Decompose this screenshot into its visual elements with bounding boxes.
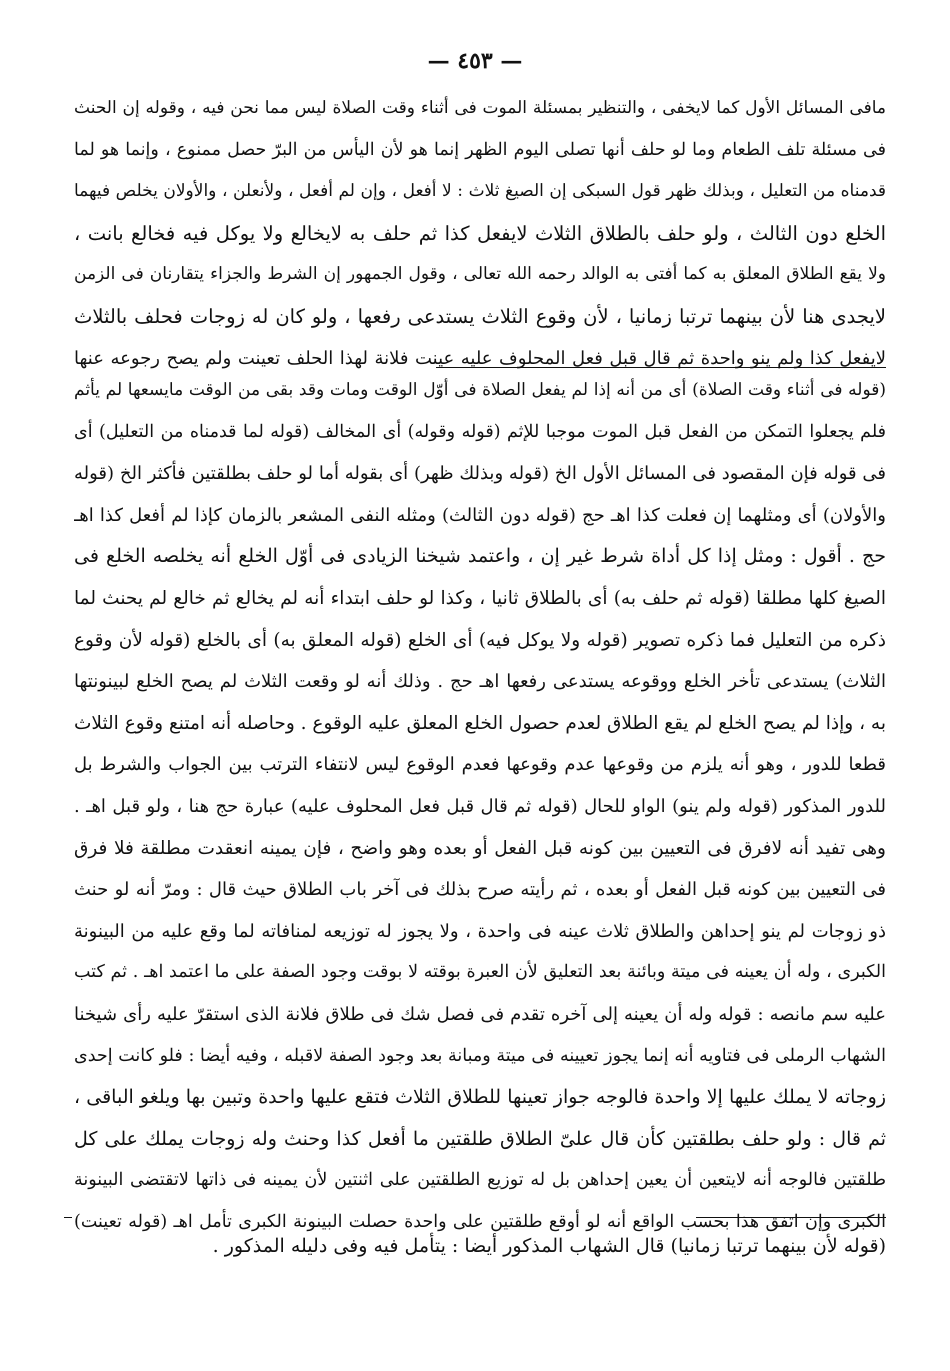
commentary-line: ثم قال : ولو حلف بطلقتين كأن قال علىّ الطلاق طلقتين ما أفعل كذا وحنث وله زوجات يملك على كل xyxy=(74,1127,886,1150)
commentary-line: الكبرى وإن اتفق هذا بحسب الواقع أنه لو أوقع طلقتين على واحدة حصلت البينونة الكبرى تأمل اهـ (قوله تعينت) xyxy=(74,1211,886,1232)
main-text-line: لايجدى هنا لأن بينهما ترتبا زمانيا ، لأن وقوع الثلاث يستدعى رفعها ، ولو كان له زوجات فحلف بالثلاث xyxy=(74,304,886,328)
footnote-divider-mark xyxy=(64,1217,72,1218)
main-text-divider xyxy=(436,367,886,368)
commentary-line: طلقتين فالوجه أنه لايتعين أن يعين إحداهن بل له توزيع الطلقتين على اثنتين لأن يمينه فى ذاتها لاتقتضى البينونة xyxy=(74,1170,886,1191)
footnote-divider xyxy=(696,1217,886,1218)
footnote-block xyxy=(74,1226,886,1268)
commentary-line: فلم يجعلوا التمكن من الفعل قبل الموت موجبا للإثم (قوله وقوله) أى المخالف (قوله لما قدمناه من التعليل) أى xyxy=(74,421,886,442)
main-text-line: لايفعل كذا ولم ينو واحدة ثم قال قبل فعل المحلوف عليه عينت فلانة لهذا الحلف تعينت ولم يصح رجوعه عنها xyxy=(74,347,886,369)
commentary-line: والأولان) أى ومثلهما إن فعلت كذا اهـ حج (قوله دون الثالث) ومثله النفى المشعر بالزمان كإذا لم أفعل كذا اهـ xyxy=(74,504,886,526)
commentary-line: الثلاث) يستدعى تأخر الخلع ووقوعه يستدعى رفعها اهـ حج . وذلك أنه لو وقعت الثلاث لم يصح الخلع لبينونتها xyxy=(74,671,886,693)
commentary-line: قطعا للدور ، وهو أنه يلزم من وقوعها عدم وقوعها فعدم الوقوع ليس لانتفاء الترتب بين الجواب والشرط بل xyxy=(74,754,886,776)
commentary-line: ذكره من التعليل فما ذكره تصوير (قوله ولا يوكل فيه) أى الخلع (قوله المعلق به) أى بالخلع (قوله لأن وقوع xyxy=(74,629,886,651)
commentary-line: فى قوله فإن المقصود فى المسائل الأول الخ (قوله وبذلك ظهر) أى بقوله أما لو حلف بطلقتين فأكثر الخ (قوله xyxy=(74,463,886,485)
main-text-line: مافى المسائل الأول كما لايخفى ، والتنظير بمسئلة الموت فى أثناء وقت الصلاة ليس مما نحن فيه ، وقوله إن الحنث xyxy=(74,98,886,118)
main-text-block xyxy=(74,88,886,379)
commentary-line: ذو زوجات لم ينو إحداهن والطلاق ثلاث عينه فى واحدة ، ولا يجوز له توزيعه لمنافاته لما وقع عليه من البينونة xyxy=(74,920,886,942)
commentary-line: فى التعيين بين كونه قبل الفعل أو بعده ، ثم رأيته صرح بذلك فى آخر باب الطلاق حيث قال : ومرّ أنه لو حنث xyxy=(74,879,886,901)
commentary-line: للدور المذكور (قوله ولم ينو) الواو للحال (قوله ثم قال قبل فعل المحلوف عليه) عبارة حج هنا ، ولو قبل اهـ . xyxy=(74,795,886,817)
main-text-line: الخلع دون الثالث ، ولو حلف بالطلاق الثلاث لايفعل كذا ثم حلف به لايخالع ولا يوكل فيه فخالع بانت ، xyxy=(74,221,886,245)
commentary-line: حج . أقول : ومثل إذا كل أداة شرط غير إن ، واعتمد شيخنا الزيادى فى أوّل الخلع أنه يخلصه الخلع فى xyxy=(74,545,886,568)
commentary-line: الشهاب الرملى فى فتاويه أنه إنما يجوز تعيينه فى ميتة ومبانة بعد وجود الصفة لاقبله ، وفيه أيضا : فلو كانت إحدى xyxy=(74,1045,886,1066)
commentary-line: الكبرى ، وله أن يعينه فى ميتة وبائنة بعد التعليق لأن العبرة بوقته لا بوقت وجود الصفة على ما اعتمد اهـ . ثم كتب xyxy=(74,962,886,983)
commentary-line: زوجاته لا يملك عليها إلا واحدة فالوجه جواز تعينها للطلاق الثلاث فتقع عليها واحدة وتبين بها ويلغو الباقى ، xyxy=(74,1086,886,1109)
commentary-line: الصيغ كلها مطلقا (قوله ثم حلف به) أى بالطلاق ثانيا ، وكذا لو حلف ابتداء أنه لم يخالع ثم خالع لم يحنث لما xyxy=(74,587,886,609)
commentary-line: به ، وإذا لم يصح الخلع لم يقع الطلاق لعدم حصول الخلع المعلق عليه الوقوع . وحاصله أنه امتنع وقوع الثلاث xyxy=(74,712,886,734)
page-number: — ٤٥٣ — xyxy=(427,48,523,74)
commentary-block xyxy=(74,370,886,1243)
commentary-line: (قوله فى أثناء وقت الصلاة) أى من أنه إذا لم يفعل الصلاة فى أوّل الوقت ومات وقد بقى من الوقت مايسعها لم يأثم xyxy=(74,380,886,400)
commentary-line: عليه سم مانصه : قوله وله أن يعينه إلى آخره تقدم فى فصل شك فى طلاق فلانة الذى استقرّ عليه رأى شيخنا xyxy=(74,1003,886,1025)
footnote-line: (قوله لأن بينهما ترتبا زمانيا) قال الشهاب المذكور أيضا : يتأمل فيه وفى دليله المذكور . xyxy=(212,1235,886,1257)
main-text-line: ولا يقع الطلاق المعلق به كما أفتى به الوالد رحمه الله تعالى ، وقول الجمهور إن الشرط والجزاء يتقارنان فى الزمن xyxy=(74,264,886,285)
main-text-line: قدمناه من التعليل ، وبذلك ظهر قول السبكى إن الصيغ ثلاث : لا أفعل ، وإن لم أفعل ، ولأنعلن ، والأولان يخلص فيهما xyxy=(74,181,886,202)
commentary-line: وهى تفيد أنه لافرق فى التعيين بين كونه قبل الفعل أو بعده وهو واضح ، فإن يمينه انعقدت مطلقة فلا فرق xyxy=(74,837,886,859)
main-text-line: فى مسئلة تلف الطعام وما لو حلف أنها تصلى اليوم الظهر إنما هو لأن اليأس من البرّ حصل ممنوع ، وإنما هو لما xyxy=(74,139,886,160)
